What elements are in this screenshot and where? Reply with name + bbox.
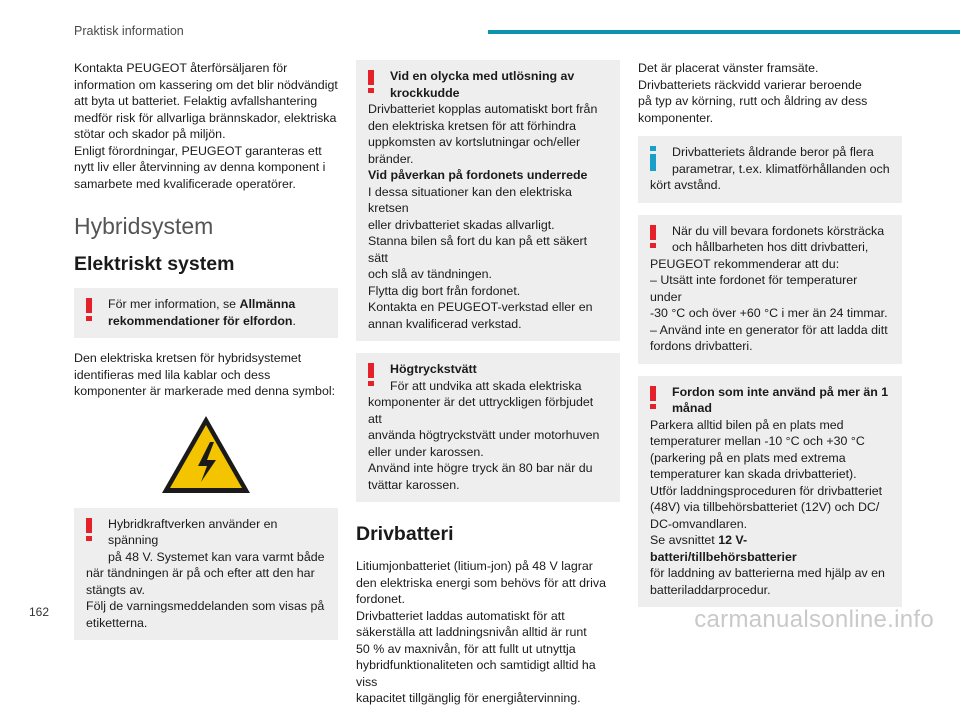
text-line: Kontakta PEUGEOT återförsäljaren för — [74, 61, 288, 75]
intro-paragraph — [74, 60, 338, 192]
note-title: krockkudde — [390, 85, 460, 100]
column-1 — [74, 60, 338, 652]
warning-icon — [649, 225, 663, 253]
note-line: I dessa situationer kan den elektriska kretsen — [368, 184, 572, 215]
note-line: den elektriska kretsen för att förhindra — [368, 118, 576, 133]
note-title: Vid en olycka med utlösning av — [390, 69, 575, 83]
info-icon — [649, 146, 663, 174]
note-line: använda högtryckstvätt under motorhuven — [368, 428, 600, 442]
text-line: identifieras med lila kablar och dess — [74, 367, 271, 382]
note-title: månad — [672, 401, 712, 415]
note-line: parametrar, t.ex. klimatförhållanden och — [672, 161, 890, 176]
page-number: 162 — [29, 605, 50, 619]
warning-note-box — [356, 60, 620, 341]
warning-note-box — [74, 508, 338, 641]
note-line: stängts av. — [86, 582, 146, 597]
note-line: temperaturer mellan -10 °C och +30 °C — [650, 434, 865, 448]
note-line: rekommendationer för elfordon. — [108, 313, 296, 328]
note-line: etiketterna. — [86, 615, 148, 630]
note-line: kört avstånd. — [650, 178, 721, 192]
note-line: när tändningen är på och efter att den har — [86, 566, 315, 580]
text-line: komponenter är markerade med denna symbol: — [74, 384, 336, 398]
text-line: samarbete med kvalificerade operatörer. — [74, 176, 296, 191]
watermark: carmanualsonline.info — [694, 606, 934, 633]
note-line: Kontakta en PEUGEOT-verkstad eller en — [368, 300, 593, 314]
high-voltage-sign-icon — [160, 414, 252, 496]
section-heading: Elektriskt system — [74, 253, 235, 275]
note-line: eller drivbatteriet skadas allvarligt. — [368, 217, 555, 232]
text-line: Drivbatteriet laddas automatiskt för att — [356, 608, 565, 623]
note-line: (parkering på en plats med extrema — [650, 450, 846, 465]
note-line: eller under karossen. — [368, 444, 484, 459]
note-line: och hållbarheten hos ditt drivbatteri, — [672, 240, 869, 254]
note-line: för laddning av batterierna med hjälp av en — [650, 566, 885, 580]
note-line: Följ de varningsmeddelanden som visas på — [86, 599, 325, 613]
note-line: uppkomsten av kortslutningar och/eller — [368, 135, 581, 149]
warning-icon — [367, 363, 381, 391]
text-line: 50 % av maxnivån, för att fullt ut utnyttja — [356, 641, 576, 656]
warning-icon — [85, 298, 99, 326]
link-ref[interactable]: Allmänna — [239, 297, 296, 311]
note-line: fordons drivbatteri. — [650, 339, 753, 353]
text-line: den elektriska energi som behövs för att driva — [356, 575, 607, 590]
note-line: För mer information, se Allmänna — [108, 297, 296, 311]
note-line: Hybridkraftverken använder en spänning — [108, 516, 278, 547]
battery-paragraph — [356, 558, 620, 707]
note-line: Flytta dig bort från fordonet. — [368, 283, 521, 298]
text-line: Enligt förordningar, PEUGEOT garanteras ett — [74, 143, 322, 158]
note-line: Se avsnittet 12 V-batteri/tillbehörsbatterier — [650, 533, 797, 564]
note-line: bränder. — [368, 151, 414, 166]
warning-icon — [85, 518, 99, 546]
text-line: medför risk för allvarliga brännskador, elektriska — [74, 110, 337, 125]
note-line: Drivbatteriet kopplas automatiskt bort från — [368, 102, 598, 116]
column-2 — [356, 60, 620, 707]
text-line: nytt liv eller återvinning av denna komponent i — [74, 160, 326, 174]
warning-note-box — [74, 288, 338, 338]
note-line: på 48 V. Systemet kan vara varmt både — [108, 549, 325, 564]
note-line: Parkera alltid bilen på en plats med — [650, 417, 844, 432]
text-line: Den elektriska kretsen för hybridsystemet — [74, 351, 302, 365]
chapter-heading: Hybridsystem — [74, 213, 214, 239]
warning-note-box — [638, 215, 902, 364]
note-line: – Utsätt inte fordonet för temperaturer under — [650, 273, 858, 304]
text-line: komponenter. — [638, 110, 714, 125]
text-line: Drivbatteriets räckvidd varierar beroende — [638, 77, 862, 92]
column-3 — [638, 60, 902, 619]
text-line: Det är placerat vänster framsäte. — [638, 61, 819, 75]
section-heading: Drivbatteri — [356, 523, 454, 545]
note-line: Stanna bilen så fort du kan på ett säkert sätt — [368, 234, 588, 265]
text-line: på typ av körning, rutt och åldring av dess — [638, 94, 868, 108]
text-line: hybridfunktionaliteten och samtidigt alltid ha viss — [356, 658, 596, 689]
section-title: Praktisk information — [74, 24, 184, 38]
note-line: Använd inte högre tryck än 80 bar när du — [368, 461, 593, 475]
note-line: komponenter är det uttryckligen förbjudet att — [368, 395, 594, 426]
note-line: När du vill bevara fordonets körsträcka — [672, 223, 885, 238]
note-line: PEUGEOT rekommenderar att du: — [650, 256, 840, 271]
warning-icon — [367, 70, 381, 98]
text-line: information om kassering om det blir nödvändigt — [74, 77, 338, 92]
location-paragraph — [638, 60, 902, 126]
voltage-paragraph — [74, 350, 338, 400]
note-line: annan kvalificerad verkstad. — [368, 316, 522, 331]
note-line: batteriladdarprocedur. — [650, 582, 771, 597]
text-line: stötar och skador på miljön. — [74, 127, 226, 141]
note-line: DC-omvandlaren. — [650, 516, 748, 531]
note-line: temperaturer kan skada drivbatteriet). — [650, 467, 857, 481]
text-line: kapacitet tillgänglig för energiåtervinning. — [356, 691, 581, 705]
text-line: fordonet. — [356, 592, 405, 606]
note-line: För att undvika att skada elektriska — [390, 378, 582, 393]
text-line: att byta ut batteriet. Felaktig avfallshantering — [74, 94, 318, 108]
link-ref[interactable]: 12 V-batteri/tillbehörsbatterier — [650, 533, 797, 564]
text-line: Litiumjonbatteriet (litium-jon) på 48 V lagrar — [356, 559, 593, 573]
note-line: tvättar karossen. — [368, 477, 460, 492]
note-line: och slå av tändningen. — [368, 267, 492, 281]
note-line: (48V) via tillbehörsbatteriet (12V) och DC/ — [650, 500, 880, 514]
text-line: säkerställa att laddningsnivån alltid är runt — [356, 625, 587, 639]
note-line: Drivbatteriets åldrande beror på flera — [672, 145, 874, 159]
header-accent-bar — [488, 30, 960, 34]
note-subtitle: Vid påverkan på fordonets underrede — [368, 168, 588, 182]
note-title: Högtryckstvätt — [390, 362, 477, 376]
link-ref[interactable]: rekommendationer för elfordon — [108, 313, 293, 328]
note-line: – Använd inte en generator för att ladda ditt — [650, 322, 888, 337]
warning-icon — [649, 386, 663, 414]
warning-note-box — [638, 376, 902, 608]
note-title: Fordon som inte använd på mer än 1 — [672, 384, 889, 399]
note-line: Utför laddningsproceduren för drivbatteriet — [650, 483, 883, 498]
note-line: -30 °C och över +60 °C i mer än 24 timmar. — [650, 306, 888, 320]
info-note-box — [638, 136, 902, 203]
warning-note-box — [356, 353, 620, 502]
